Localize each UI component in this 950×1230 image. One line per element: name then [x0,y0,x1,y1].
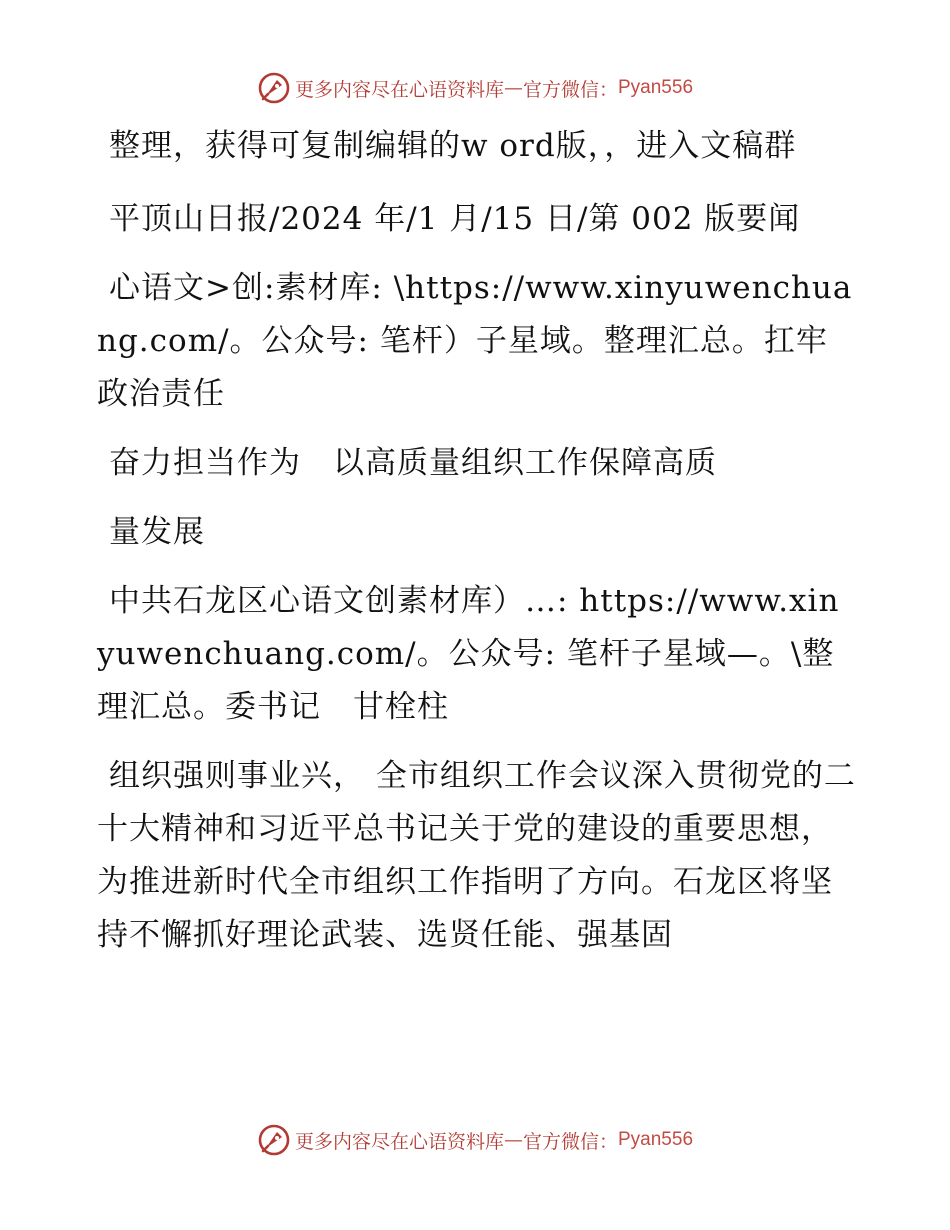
document-body [97,120,857,962]
paragraph-4: 奋力担当作为 以高质量组织工作保障高质 [109,445,717,481]
header-banner [0,68,950,108]
banner-text: 更多内容尽在心语资料库 [294,1130,504,1153]
paragraph-6: 中共石龙区心语文创素材库）…: https://www.xinyuwenchuang.com/。公众号: 笔杆子星域—。\整理汇总。委书记 甘栓柱 [97,583,840,725]
paragraph-5: 量发展 [109,514,205,550]
paragraph-7: 组织强则事业兴， 全市组织工作会议深入贯彻党的二十大精神和习近平总书记关于党的建设的重要思想，为推进新时代全市组织工作指明了方向。石龙区将坚持不懈抓好理论武装、选贤任能、强基固 [97,758,856,953]
pen-nib-logo-icon [257,1123,291,1157]
pen-nib-logo-icon [257,71,291,105]
banner-text: 更多内容尽在心语资料库 [294,78,504,101]
banner-wechat-id: Pyan556 [618,1129,694,1150]
banner-label: 官方微信： [522,1130,618,1153]
paragraph-3: 心语文>创:素材库: \https://www.xinyuwenchuang.com/。公众号: 笔杆）子星域。整理汇总。扛牢政治责任 [97,270,853,412]
paragraph-2: 平顶山日报/2024 年/1 月/15 日/第 002 版要闻 [109,201,801,237]
banner-wechat-id: Pyan556 [618,77,694,98]
paragraph-1: 整理，获得可复制编辑的w ord版，，进入文稿群 [109,128,797,164]
footer-banner [0,1120,950,1160]
banner-separator: — [503,77,523,99]
banner-separator: — [503,1129,523,1151]
banner-label: 官方微信： [522,78,618,101]
